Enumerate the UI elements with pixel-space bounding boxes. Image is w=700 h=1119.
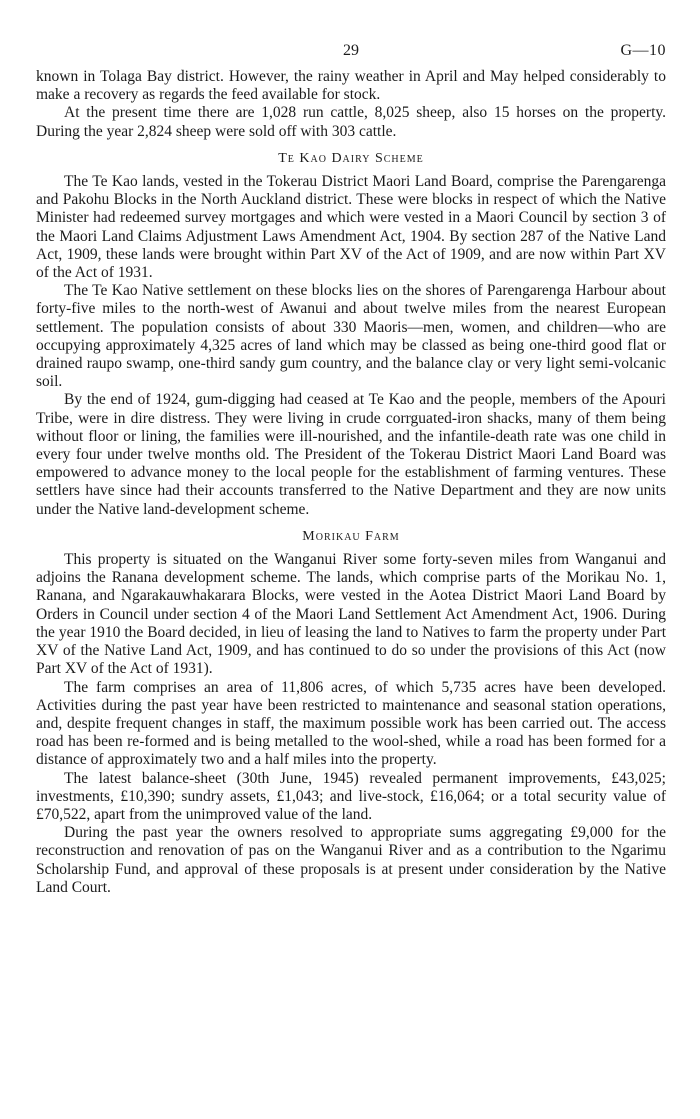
paragraph: At the present time there are 1,028 run cattle, 8,025 sheep, also 15 horses on the property. During the year 2,824 sheep were sold off with 303 cattle.: [36, 104, 666, 140]
document-body: [36, 68, 666, 897]
paragraph: known in Tolaga Bay district. However, the rainy weather in April and May helped considerably to make a recovery as regards the feed available for stock.: [36, 68, 666, 104]
paragraph: The Te Kao lands, vested in the Tokerau District Maori Land Board, comprise the Parengarenga and Pakohu Blocks in the North Auckland district. These were blocks in respect of which the Native Minister had redeemed survey mortgages and which were vested in a Maori Council by section 3 of the Maori Land Claims Adjustment Laws Amendment Act, 1904. By section 287 of the Native Land Act, 1909, these lands were brought within Part XV of the Act of 1909, and are now within Part XV of the Act of 1931.: [36, 173, 666, 282]
paragraph: The farm comprises an area of 11,806 acres, of which 5,735 acres have been developed. Activities during the past year have been restricted to maintenance and seasonal station operations, and, despite frequent changes in staff, the maximum possible work has been carried out. The access road has been re-formed and is being metalled to the wool-shed, while a road has been formed for a distance of approximately two and a half miles into the property.: [36, 678, 666, 769]
paragraph: This property is situated on the Wanganui River some forty-seven miles from Wanganui and adjoins the Ranana development scheme. The lands, which comprise parts of the Morikau No. 1, Ranana, and Ngarakauwhakarara Blocks, were vested in the Aotea District Maori Land Board by Orders in Council under section 4 of the Maori Land Settlement Act Amendment Act, 1906. During the year 1910 the Board decided, in lieu of leasing the land to Natives to farm the property under Part XV of the Native Land Act, 1909, and has continued to do so under the provisions of this Act (now Part XV of the Act of 1931).: [36, 551, 666, 678]
paragraph: During the past year the owners resolved to appropriate sums aggregating £9,000 for the reconstruction and renovation of pas on the Wanganui River and as a contribution to the Ngarimu Scholarship Fund, and approval of these proposals is at present under consideration by the Native Land Court.: [36, 824, 666, 896]
section-heading: Te Kao Dairy Scheme: [278, 150, 424, 166]
document-code: G—10: [620, 42, 666, 59]
page-header: [36, 42, 666, 68]
page-number: 29: [343, 42, 359, 59]
paragraph: By the end of 1924, gum-digging had ceased at Te Kao and the people, members of the Apouri Tribe, were in dire distress. They were living in crude corrguated-iron shacks, many of them being without floor or lining, the families were ill-nourished, and the infantile-death rate was one child in every four under twelve months old. The President of the Tokerau District Maori Land Board was empowered to advance money to the local people for the establishment of farming ventures. These settlers have since had their accounts transferred to the Native Department and they are now units under the Native land-development scheme.: [36, 391, 666, 518]
section-heading: Morikau Farm: [302, 528, 400, 544]
paragraph: The Te Kao Native settlement on these blocks lies on the shores of Parengarenga Harbour about forty-five miles to the north-west of Awanui and about twelve miles from the nearest European settlement. The population consists of about 330 Maoris—men, women, and children—who are occupying approximately 4,325 acres of land which may be classed as being one-third good flat or drained raupo swamp, one-third sandy gum country, and the balance clay or very light semi-volcanic soil.: [36, 282, 666, 391]
paragraph: The latest balance-sheet (30th June, 1945) revealed permanent improvements, £43,025; investments, £10,390; sundry assets, £1,043; and live-stock, £16,064; or a total security value of £70,522, apart from the unimproved value of the land.: [36, 769, 666, 823]
